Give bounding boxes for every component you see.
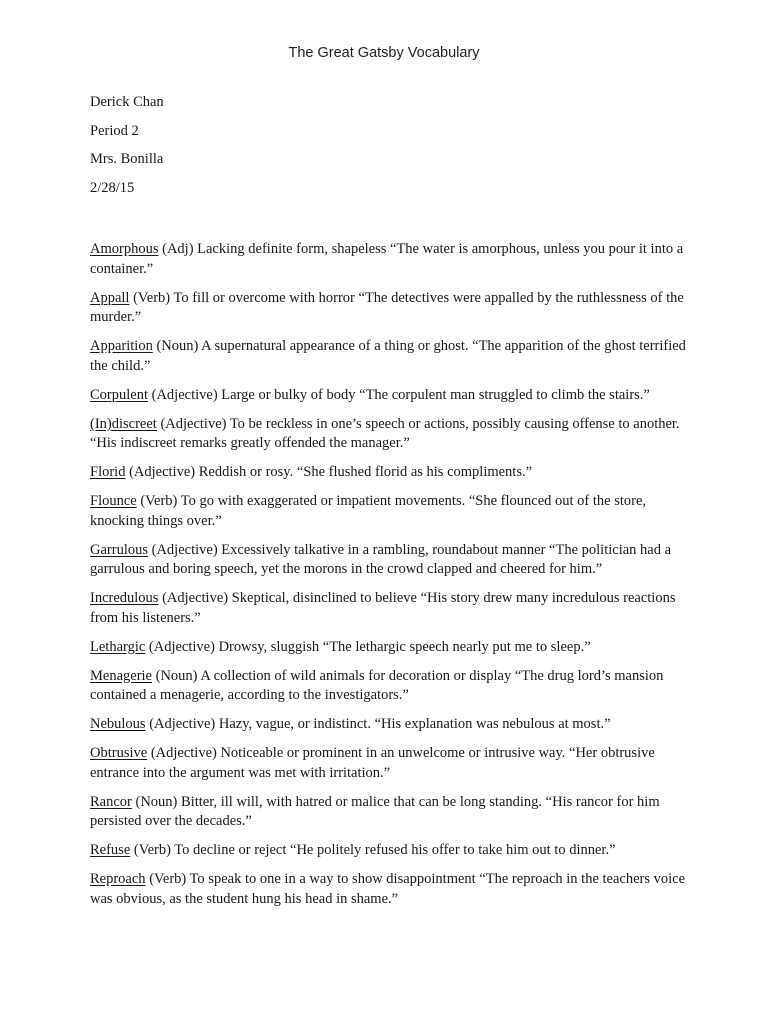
vocab-definition: (Adjective) Large or bulky of body “The corpulent man struggled to climb the stairs.”: [148, 386, 650, 403]
vocab-definition: (Verb) To decline or reject “He politely refused his offer to take him out to dinner.”: [130, 842, 616, 858]
vocab-term: Garrulous: [90, 541, 148, 558]
vocab-definition: (Noun) A supernatural appearance of a thing or ghost. “The apparition of the ghost terrified the child.”: [90, 338, 686, 374]
vocab-definition: (Verb) To go with exaggerated or impatient movements. “She flounced out of the store, knocking things over.”: [90, 493, 647, 529]
vocabulary-list: [90, 240, 690, 919]
vocab-entry: [90, 589, 690, 628]
vocab-definition: (Adjective) To be reckless in one’s speech or actions, possibly causing offense to another. “His indiscreet remarks greatly offended the manager.”: [90, 415, 680, 451]
vocab-term: Appall: [90, 289, 130, 306]
vocab-term: Refuse: [90, 842, 131, 858]
vocab-entry: [90, 463, 690, 483]
vocab-entry: [90, 386, 690, 406]
class-period: Period 2: [90, 122, 139, 139]
vocab-definition: (Adjective) Noticeable or prominent in an unwelcome or intrusive way. “Her obtrusive entrance into the argument was met with irritation.”: [90, 745, 655, 781]
student-name: Derick Chan: [90, 94, 164, 110]
vocab-term: Amorphous: [90, 241, 159, 257]
vocab-entry: [90, 541, 690, 580]
header-block: [90, 93, 164, 207]
vocab-entry: [90, 638, 690, 658]
vocab-term: Incredulous: [90, 590, 159, 606]
vocab-term: (In)discreet: [90, 415, 157, 432]
vocab-term: Nebulous: [90, 716, 146, 732]
vocab-term: Florid: [90, 464, 126, 480]
vocab-definition: (Verb) To speak to one in a way to show disappointment “The reproach in the teachers voice was obvious, as the student hung his head in shame.”: [90, 871, 686, 907]
vocab-definition: (Verb) To fill or overcome with horror “The detectives were appalled by the ruthlessness of the murder.”: [90, 289, 684, 325]
vocab-term: Apparition: [90, 338, 153, 354]
teacher-name: Mrs. Bonilla: [90, 151, 164, 167]
vocab-entry: [90, 667, 690, 706]
vocab-entry: [90, 289, 690, 328]
vocab-entry: [90, 492, 690, 531]
vocab-entry: [90, 793, 690, 832]
vocab-entry: [90, 841, 690, 861]
vocab-definition: (Adjective) Skeptical, disinclined to believe “His story drew many incredulous reactions from his listeners.”: [90, 590, 676, 626]
vocab-term: Reproach: [90, 871, 146, 887]
vocab-term: Corpulent: [90, 386, 148, 403]
vocab-entry: [90, 415, 690, 454]
vocab-entry: [90, 240, 690, 279]
vocab-definition: (Adjective) Drowsy, sluggish “The lethargic speech nearly put me to sleep.”: [145, 638, 591, 655]
document-date: 2/28/15: [90, 179, 135, 196]
vocab-entry: [90, 337, 690, 376]
vocab-term: Obtrusive: [90, 745, 148, 761]
vocab-definition: (Noun) A collection of wild animals for decoration or display “The drug lord’s mansion contained a menagerie, according to the investigators.”: [90, 667, 664, 703]
vocab-term: Flounce: [90, 493, 137, 509]
vocab-entry: [90, 744, 690, 783]
vocab-term: Rancor: [90, 793, 132, 810]
vocab-term: Menagerie: [90, 667, 152, 684]
vocab-term: Lethargic: [90, 638, 146, 655]
vocab-definition: (Noun) Bitter, ill will, with hatred or malice that can be long standing. “His rancor for him persisted over the decades.”: [90, 793, 660, 829]
vocab-entry: [90, 870, 690, 909]
vocab-definition: (Adjective) Reddish or rosy. “She flushed florid as his compliments.”: [125, 464, 533, 480]
vocab-entry: [90, 715, 690, 735]
document-title: The Great Gatsby Vocabulary: [288, 45, 480, 61]
vocab-definition: (Adjective) Excessively talkative in a rambling, roundabout manner “The politician had a garrulous and boring speech, yet the morons in the crowd clapped and cheered for him.”: [90, 541, 672, 577]
vocab-definition: (Adj) Lacking definite form, shapeless “The water is amorphous, unless you pour it into a container.”: [90, 241, 684, 277]
vocab-definition: (Adjective) Hazy, vague, or indistinct. “His explanation was nebulous at most.”: [145, 716, 611, 732]
